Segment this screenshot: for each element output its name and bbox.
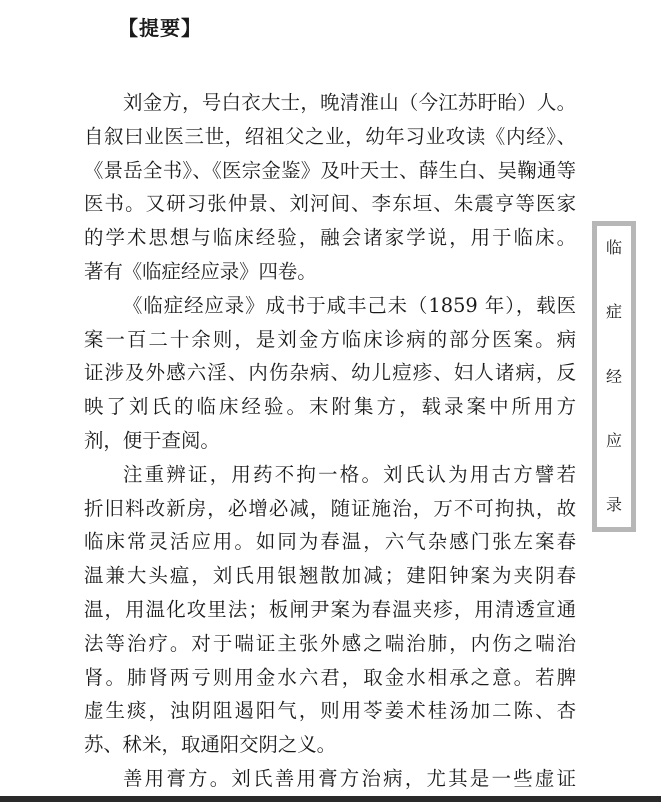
text-line: 《临症经应录》成书于咸丰己未（1859 年），载医 (123, 293, 576, 317)
text-line: 善用膏方。刘氏善用膏方治病，尤其是一些虚证 (123, 766, 576, 790)
text-line: 的学术思想与临床经验，融会诸家学说，用于临床。 (84, 226, 576, 250)
side-tab-char: 症 (605, 302, 622, 322)
text-line: 自叙曰业医三世，绍祖父之业，幼年习业攻读《内经》、 (84, 124, 576, 148)
text-line: 著有《临症经应录》四卷。 (84, 259, 317, 283)
text-line: 剂，便于查阅。 (84, 428, 220, 452)
text-line: 注重辨证，用药不拘一格。刘氏认为用古方譬若 (123, 462, 576, 486)
text-line: 虚生痰，浊阴阻遏阳气，则用苓姜术桂汤加二陈、杏 (84, 699, 576, 723)
side-tab-char: 经 (605, 366, 622, 386)
text-line: 证涉及外感六淫、内伤杂病、幼儿痘疹、妇人诸病，反 (84, 361, 576, 385)
bottom-edge-bar (0, 796, 661, 802)
text-line: 医书。又研习张仲景、刘河间、李东垣、朱震亨等医家 (84, 192, 576, 216)
side-tab-char: 临 (605, 238, 622, 257)
text-line: 肾。肺肾两亏则用金水六君，取金水相承之意。若脾 (84, 665, 576, 689)
section-heading: 【提要】 (118, 16, 202, 40)
text-line: 案一百二十余则，是刘金方临床诊病的部分医案。病 (84, 327, 576, 351)
text-line: 刘金方，号白衣大士，晚清淮山（今江苏盱眙）人。 (123, 91, 576, 114)
side-tab-char: 应 (605, 430, 622, 450)
text-line: 临床常灵活应用。如同为春温，六气杂感门张左案春 (84, 530, 576, 554)
side-tab-book-title (592, 221, 636, 532)
text-line: 温兼大头瘟，刘氏用银翘散加减；建阳钟案为夹阴春 (84, 564, 576, 588)
text-line: 《景岳全书》、《医宗金鉴》及叶天士、薛生白、吴鞠通等 (84, 158, 576, 182)
text-line: 法等治疗。对于喘证主张外感之喘治肺，内伤之喘治 (84, 631, 576, 655)
body-text (84, 86, 576, 796)
text-line: 温，用温化攻里法；板闸尹案为春温夹疹，用清透宣通 (84, 597, 576, 621)
text-line: 折旧料改新房，必增必减，随证施治，万不可拘执，故 (84, 496, 576, 520)
side-tab-char: 录 (605, 495, 622, 514)
text-line: 映了刘氏的临床经验。末附集方，载录案中所用方 (84, 395, 576, 419)
text-line: 苏、秫米，取通阳交阴之义。 (84, 733, 337, 757)
